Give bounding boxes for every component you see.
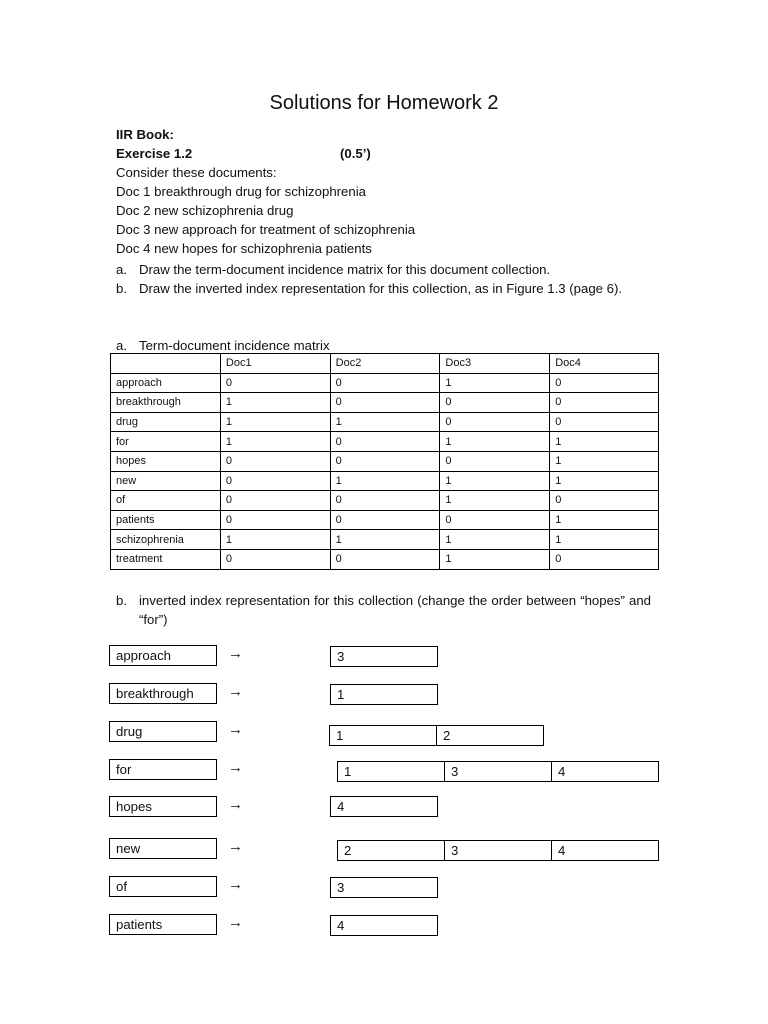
table-row bbox=[111, 510, 659, 530]
page-title: Solutions for Homework 2 bbox=[269, 92, 499, 114]
incidence-cell: 1 bbox=[440, 530, 550, 550]
table-row bbox=[111, 373, 659, 393]
exercise-label: Exercise 1.2 bbox=[116, 146, 193, 161]
incidence-cell: 1 bbox=[330, 471, 440, 491]
incidence-cell: 1 bbox=[550, 530, 659, 550]
posting-box: 3 bbox=[330, 877, 438, 898]
index-term-box: of bbox=[109, 876, 217, 897]
incidence-cell: 1 bbox=[550, 451, 659, 471]
index-term-box: approach bbox=[109, 645, 217, 666]
arrow-icon: → bbox=[228, 721, 243, 738]
arrow-icon: → bbox=[228, 683, 243, 700]
term-cell: drug bbox=[111, 412, 221, 432]
posting-box: 2 bbox=[337, 840, 445, 861]
incidence-cell: 1 bbox=[550, 510, 659, 530]
incidence-cell: 0 bbox=[550, 491, 659, 511]
incidence-cell: 1 bbox=[440, 373, 550, 393]
intro-text: Consider these documents: bbox=[116, 165, 277, 180]
table-row bbox=[111, 412, 659, 432]
term-cell: patients bbox=[111, 510, 221, 530]
term-cell: hopes bbox=[111, 451, 221, 471]
term-cell: approach bbox=[111, 373, 221, 393]
table-row bbox=[111, 549, 659, 569]
table-row bbox=[111, 530, 659, 550]
table-row bbox=[111, 393, 659, 413]
table-row bbox=[111, 471, 659, 491]
incidence-cell: 1 bbox=[440, 432, 550, 452]
incidence-cell: 1 bbox=[550, 432, 659, 452]
incidence-cell: 1 bbox=[220, 393, 330, 413]
column-header: Doc4 bbox=[550, 354, 659, 374]
incidence-cell: 1 bbox=[220, 432, 330, 452]
incidence-cell: 0 bbox=[220, 471, 330, 491]
incidence-cell: 1 bbox=[220, 530, 330, 550]
table-header-row bbox=[111, 354, 659, 374]
incidence-cell: 0 bbox=[440, 451, 550, 471]
section-title: inverted index representation for this collection (change the order between “hopes” and “for”) bbox=[139, 593, 651, 627]
column-header: Doc2 bbox=[330, 354, 440, 374]
incidence-cell: 0 bbox=[440, 412, 550, 432]
incidence-cell: 0 bbox=[330, 510, 440, 530]
incidence-cell: 0 bbox=[440, 510, 550, 530]
posting-box: 3 bbox=[444, 840, 552, 861]
task-item-a bbox=[116, 260, 651, 279]
incidence-cell: 0 bbox=[330, 432, 440, 452]
arrow-icon: → bbox=[228, 876, 243, 893]
term-cell: for bbox=[111, 432, 221, 452]
posting-box: 2 bbox=[436, 725, 544, 746]
term-cell: schizophrenia bbox=[111, 530, 221, 550]
column-header bbox=[111, 354, 221, 374]
posting-box: 1 bbox=[337, 761, 445, 782]
incidence-cell: 0 bbox=[440, 393, 550, 413]
incidence-cell: 1 bbox=[440, 549, 550, 569]
table-row bbox=[111, 491, 659, 511]
section-b-heading bbox=[116, 591, 651, 629]
incidence-cell: 0 bbox=[220, 510, 330, 530]
incidence-cell: 1 bbox=[440, 471, 550, 491]
incidence-cell: 0 bbox=[330, 549, 440, 569]
incidence-cell: 0 bbox=[220, 549, 330, 569]
posting-box: 1 bbox=[329, 725, 437, 746]
list-marker: a. bbox=[116, 338, 127, 353]
incidence-cell: 0 bbox=[330, 393, 440, 413]
index-term-box: new bbox=[109, 838, 217, 859]
term-cell: of bbox=[111, 491, 221, 511]
posting-box: 3 bbox=[330, 646, 438, 667]
document-line: Doc 3 new approach for treatment of schizophrenia bbox=[116, 222, 416, 237]
incidence-cell: 0 bbox=[220, 491, 330, 511]
posting-box: 4 bbox=[330, 915, 438, 936]
arrow-icon: → bbox=[228, 759, 243, 776]
task-item-b bbox=[116, 279, 651, 298]
posting-box: 1 bbox=[330, 684, 438, 705]
incidence-cell: 1 bbox=[330, 530, 440, 550]
document-line: Doc 1 breakthrough drug for schizophrenia bbox=[116, 184, 366, 199]
document-line: Doc 4 new hopes for schizophrenia patients bbox=[116, 241, 372, 256]
arrow-icon: → bbox=[228, 796, 243, 813]
posting-box: 3 bbox=[444, 761, 552, 782]
task-text: Draw the inverted index representation for this collection, as in Figure 1.3 (page 6). bbox=[139, 281, 623, 296]
index-term-box: breakthrough bbox=[109, 683, 217, 704]
incidence-cell: 0 bbox=[550, 549, 659, 569]
term-cell: new bbox=[111, 471, 221, 491]
incidence-matrix-table bbox=[110, 353, 659, 570]
term-cell: treatment bbox=[111, 549, 221, 569]
index-term-box: drug bbox=[109, 721, 217, 742]
term-cell: breakthrough bbox=[111, 393, 221, 413]
exercise-heading bbox=[116, 146, 376, 161]
posting-box: 4 bbox=[551, 761, 659, 782]
table-row bbox=[111, 451, 659, 471]
section-title: Term-document incidence matrix bbox=[139, 338, 330, 353]
list-marker: b. bbox=[116, 281, 127, 296]
exercise-points: (0.5’) bbox=[340, 146, 371, 161]
column-header: Doc1 bbox=[220, 354, 330, 374]
incidence-cell: 0 bbox=[220, 373, 330, 393]
incidence-cell: 1 bbox=[330, 412, 440, 432]
arrow-icon: → bbox=[228, 838, 243, 855]
posting-box: 4 bbox=[330, 796, 438, 817]
incidence-cell: 0 bbox=[550, 373, 659, 393]
incidence-cell: 1 bbox=[220, 412, 330, 432]
incidence-cell: 0 bbox=[550, 412, 659, 432]
document-line: Doc 2 new schizophrenia drug bbox=[116, 203, 294, 218]
list-marker: a. bbox=[116, 262, 127, 277]
incidence-cell: 1 bbox=[550, 471, 659, 491]
posting-box: 4 bbox=[551, 840, 659, 861]
table-row bbox=[111, 432, 659, 452]
arrow-icon: → bbox=[228, 914, 243, 931]
incidence-cell: 0 bbox=[330, 451, 440, 471]
incidence-cell: 0 bbox=[330, 373, 440, 393]
index-term-box: hopes bbox=[109, 796, 217, 817]
incidence-cell: 0 bbox=[550, 393, 659, 413]
column-header: Doc3 bbox=[440, 354, 550, 374]
book-label: IIR Book: bbox=[116, 127, 174, 142]
index-term-box: for bbox=[109, 759, 217, 780]
task-text: Draw the term-document incidence matrix for this document collection. bbox=[139, 262, 551, 277]
index-term-box: patients bbox=[109, 914, 217, 935]
incidence-cell: 1 bbox=[440, 491, 550, 511]
incidence-cell: 0 bbox=[220, 451, 330, 471]
incidence-cell: 0 bbox=[330, 491, 440, 511]
arrow-icon: → bbox=[228, 645, 243, 662]
list-marker: b. bbox=[116, 593, 127, 608]
